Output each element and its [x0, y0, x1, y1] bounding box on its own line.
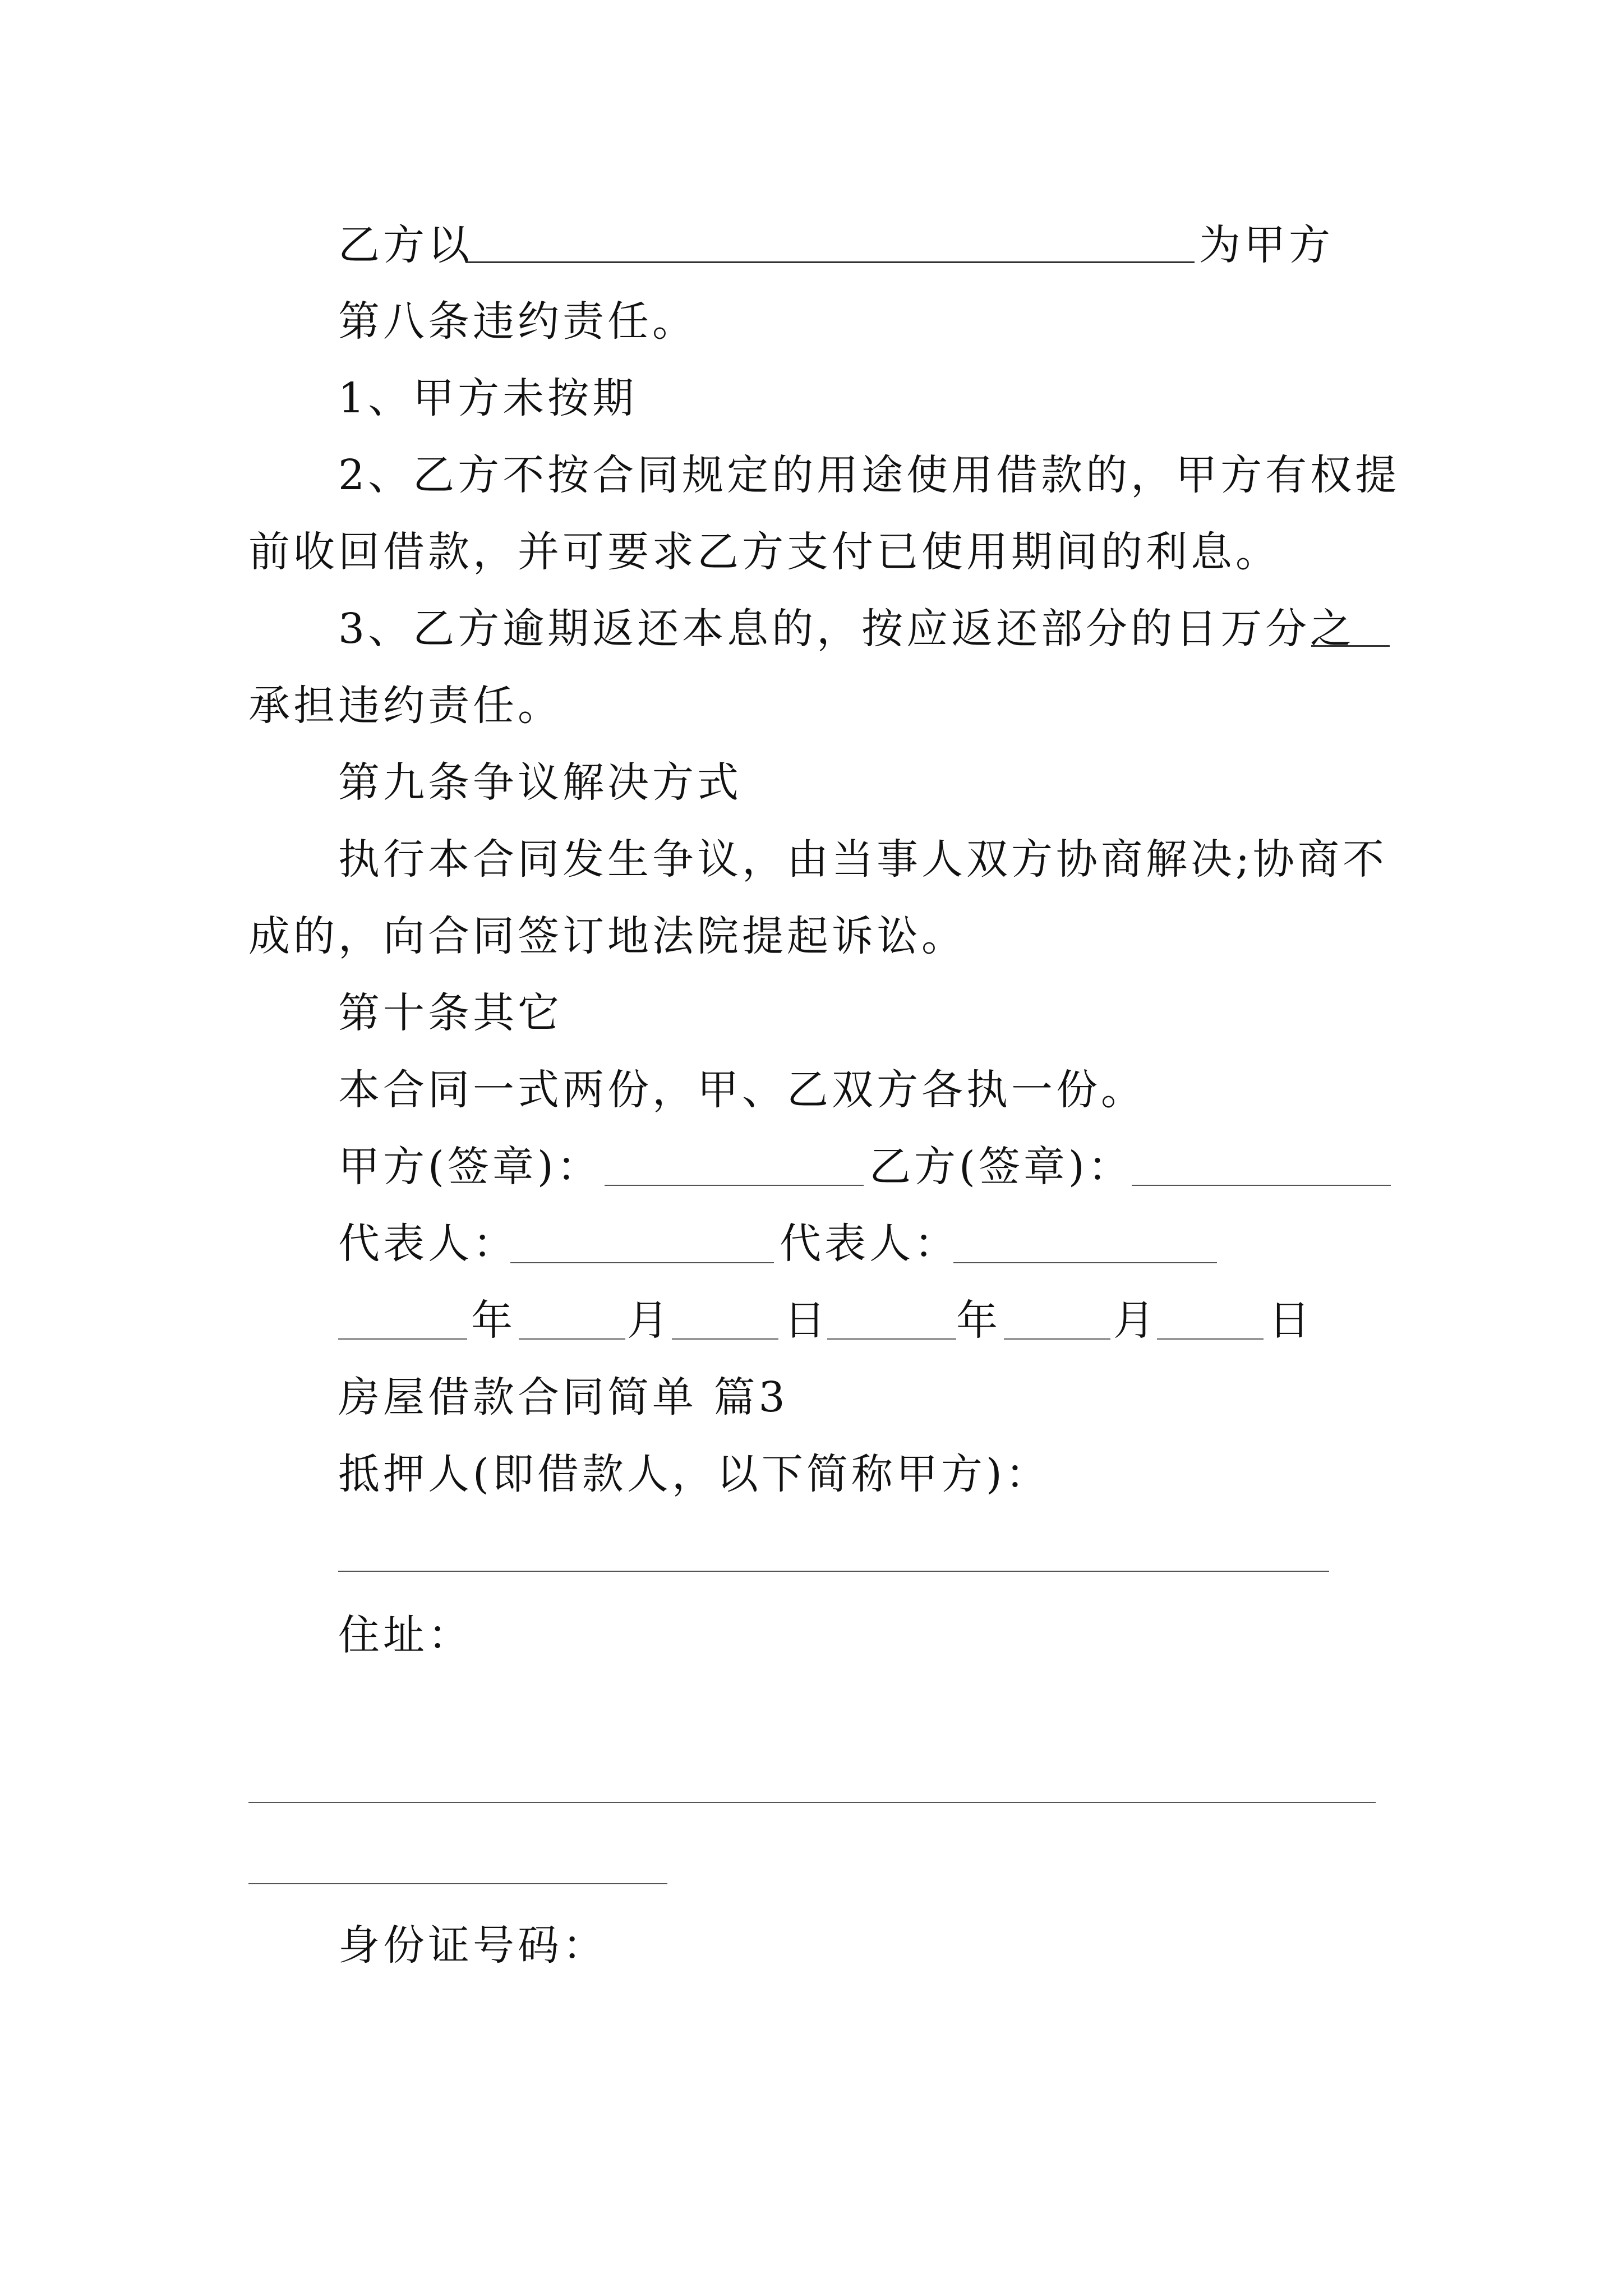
text-line-party-b-for: 乙方以	[338, 221, 473, 269]
id-number-label: 身份证号码：	[338, 1921, 607, 1970]
date-b-day-blank	[1157, 1338, 1264, 1340]
text-line-for-party-a: 为甲方	[1199, 221, 1334, 269]
article-9-body: 执行本合同发生争议，由当事人双方协商解决;协商不	[338, 835, 1387, 884]
mortgagor-blank	[338, 1571, 1329, 1572]
clause-8-3-continued: 承担违约责任。	[248, 682, 562, 730]
address-blank-line-2	[248, 1883, 667, 1884]
clause-8-2: 2、乙方不按合同规定的用途使用借款的，甲方有权提	[338, 451, 1400, 499]
date-b-day-label: 日	[1269, 1296, 1313, 1345]
party-a-representative-label: 代表人：	[338, 1220, 518, 1268]
blank-underline-penalty-rate	[1311, 645, 1390, 647]
date-b-month-label: 月	[1113, 1296, 1158, 1345]
party-b-seal-label: 乙方(签章)：	[869, 1143, 1133, 1191]
blank-underline-purpose	[465, 261, 1195, 263]
date-a-day-blank	[672, 1338, 778, 1340]
section-heading: 房屋借款合同简单 篇3	[338, 1373, 789, 1421]
date-b-month-blank	[1004, 1338, 1110, 1340]
address-blank-line-1	[248, 1802, 1376, 1803]
article-10-body: 本合同一式两份，甲、乙双方各执一份。	[338, 1066, 1146, 1114]
date-a-year-label: 年	[471, 1296, 516, 1345]
party-a-representative-blank	[510, 1262, 774, 1263]
party-b-representative-blank	[953, 1262, 1217, 1263]
mortgagor-label: 抵押人(即借款人，以下简称甲方)：	[338, 1450, 1050, 1498]
party-b-representative-label: 代表人：	[780, 1220, 959, 1268]
article-8-heading: 第八条违约责任。	[338, 297, 697, 346]
clause-8-3: 3、乙方逾期返还本息的，按应返还部分的日万分之	[338, 605, 1355, 653]
article-9-heading: 第九条争议解决方式	[338, 758, 742, 807]
date-a-year-blank	[338, 1338, 467, 1340]
address-label: 住址：	[338, 1611, 473, 1659]
party-b-seal-blank	[1132, 1185, 1391, 1186]
date-a-day-label: 日	[784, 1296, 829, 1345]
date-a-month-blank	[519, 1338, 625, 1340]
party-a-seal-blank	[605, 1185, 864, 1186]
clause-8-1: 1、甲方未按期	[338, 374, 638, 422]
article-10-heading: 第十条其它	[338, 989, 562, 1037]
date-b-year-blank	[827, 1338, 956, 1340]
party-a-seal-label: 甲方(签章)：	[338, 1143, 602, 1191]
date-a-month-label: 月	[627, 1296, 672, 1345]
article-9-body-continued: 成的，向合同签订地法院提起诉讼。	[248, 912, 966, 960]
date-b-year-label: 年	[956, 1296, 1001, 1345]
clause-8-2-continued: 前收回借款，并可要求乙方支付已使用期间的利息。	[248, 528, 1280, 576]
